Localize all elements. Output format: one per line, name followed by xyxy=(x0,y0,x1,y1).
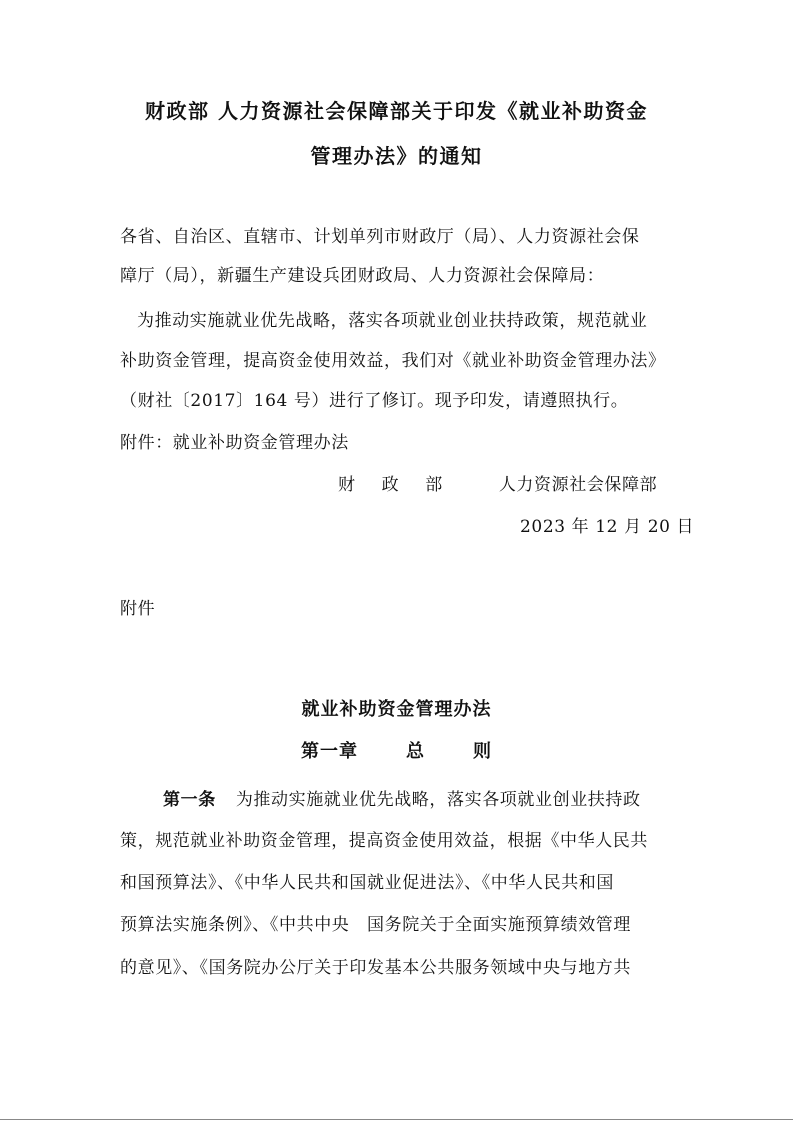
chapter-name-char-1: 总 xyxy=(406,741,425,762)
page-bottom-divider xyxy=(0,1119,793,1120)
signature-org-2: 人力资源社会保障部 xyxy=(498,475,658,495)
article-1-line-5: 的意见》、《国务院办公厅关于印发基本公共服务领域中央与地方共 xyxy=(120,958,631,978)
signature-org-1-char-3: 部 xyxy=(425,475,443,495)
signature-org-1-char-2: 政 xyxy=(381,475,400,495)
notice-date: 2023 年 12 月 20 日 xyxy=(520,517,695,537)
chapter-name-char-2: 则 xyxy=(473,741,492,762)
signature-line xyxy=(338,474,657,496)
attachment-line: 附件：就业补助资金管理办法 xyxy=(120,433,349,453)
chapter-number: 第一章 xyxy=(301,741,358,762)
chapter-heading xyxy=(0,741,793,763)
article-1-line-4: 预算法实施条例》、《中共中央 国务院关于全面实施预算绩效管理 xyxy=(120,915,631,935)
article-1-text-1: 为推动实施就业优先战略，落实各项就业创业扶持政 xyxy=(235,790,641,810)
body-line-1: 为推动实施就业优先战略，落实各项就业创业扶持政策，规范就业 xyxy=(137,311,648,331)
article-1-line-2: 策，规范就业补助资金管理，提高资金使用效益，根据《中华人民共 xyxy=(120,831,648,851)
addressee-line-1: 各省、自治区、直辖市、计划单列市财政厅（局）、人力资源社会保 xyxy=(120,227,640,247)
appendix-title: 就业补助资金管理办法 xyxy=(301,699,492,720)
appendix-label: 附件 xyxy=(120,599,156,619)
article-1-line-1 xyxy=(163,789,641,811)
body-line-2: 补助资金管理，提高资金使用效益，我们对《就业补助资金管理办法》 xyxy=(120,351,666,371)
article-1-label: 第一条 xyxy=(163,790,216,810)
body-line-3: （财社〔2017〕164 号）进行了修订。现予印发，请遵照执行。 xyxy=(120,391,629,411)
signature-org-1-char-1: 财 xyxy=(338,475,356,495)
addressee-line-2: 障厅（局），新疆生产建设兵团财政局、人力资源社会保障局： xyxy=(120,266,605,286)
notice-title-line-1: 财政部 人力资源社会保障部关于印发《就业补助资金 xyxy=(145,99,648,123)
article-1-line-3: 和国预算法》、《中华人民共和国就业促进法》、《中华人民共和国 xyxy=(120,873,614,893)
notice-title-line-2: 管理办法》的通知 xyxy=(310,144,483,168)
